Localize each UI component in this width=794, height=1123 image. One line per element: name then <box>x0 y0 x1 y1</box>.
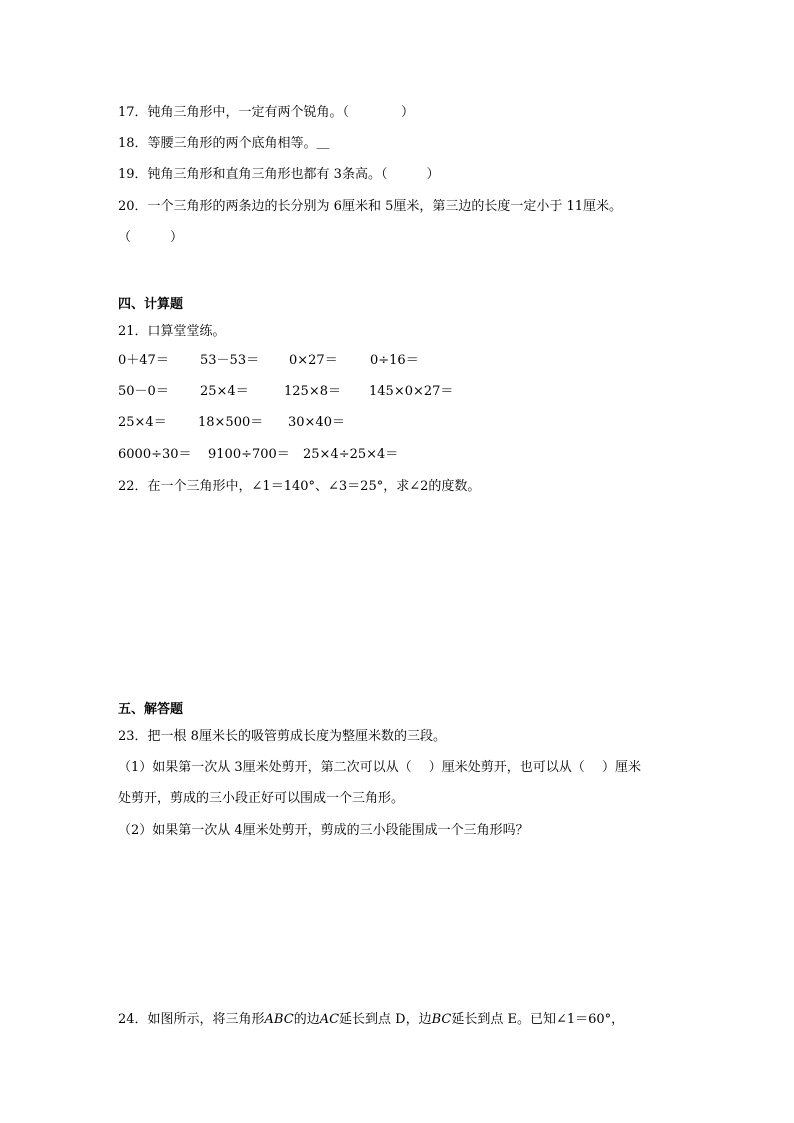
calc-item: 125×8＝ <box>284 384 341 399</box>
section-heading-answer: 五、解答题 <box>118 702 184 717</box>
question-23-part-1-line-1: （1）如果第一次从 3厘米处剪开，第二次可以从（ ）厘米处剪开，也可以从（ ）厘米 <box>118 760 641 775</box>
question-20-answer-paren: （ ） <box>118 230 184 245</box>
calc-row-2 <box>118 383 518 401</box>
question-24-text-a: 24．如图所示，将三角形 <box>118 1012 265 1027</box>
calc-item: 25×4＝ <box>118 415 167 430</box>
question-20: 20．一个三角形的两条边的长分别为 6厘米和 5厘米，第三边的长度一定小于 11厘米。 <box>118 199 623 214</box>
question-21: 21．口算堂堂练。 <box>118 324 226 339</box>
calc-item: 0÷16＝ <box>370 353 419 368</box>
question-23-part-1-line-2: 处剪开，剪成的三小段正好可以围成一个三角形。 <box>118 791 405 806</box>
question-23: 23．把一根 8厘米长的吸管剪成长度为整厘米数的三段。 <box>118 729 446 744</box>
calc-item: 0＋47＝ <box>118 353 169 368</box>
calc-item: 9100÷700＝ <box>208 447 290 462</box>
triangle-abc-label: ABC <box>264 1012 294 1027</box>
calc-row-4 <box>118 446 518 464</box>
calc-item: 50－0＝ <box>118 384 169 399</box>
section-heading-calculation: 四、计算题 <box>118 297 184 312</box>
calc-row-3 <box>118 414 518 432</box>
question-24-text-d: 延长到点 E。已知∠1＝60°， <box>451 1012 625 1027</box>
calc-item: 0×27＝ <box>289 353 338 368</box>
question-23-part-2: （2）如果第一次从 4厘米处剪开，剪成的三小段能围成一个三角形吗？ <box>118 823 529 838</box>
side-ac-label: AC <box>319 1012 340 1027</box>
calc-item: 18×500＝ <box>198 415 264 430</box>
calc-item: 25×4÷25×4＝ <box>303 447 399 462</box>
question-24 <box>118 1011 624 1029</box>
side-bc-label: BC <box>431 1012 452 1027</box>
question-24-text-b: 的边 <box>293 1012 320 1027</box>
question-17: 17．钝角三角形中，一定有两个锐角。（ ） <box>118 105 415 120</box>
calc-item: 30×40＝ <box>288 415 345 430</box>
calc-item: 6000÷30＝ <box>118 447 192 462</box>
calc-row-1 <box>118 352 518 370</box>
question-22: 22．在一个三角形中，∠1＝140°、∠3＝25°，求∠2的度数。 <box>118 479 481 494</box>
calc-item: 145×0×27＝ <box>369 384 454 399</box>
calc-item: 25×4＝ <box>200 384 249 399</box>
question-19: 19．钝角三角形和直角三角形也都有 3条高。（ ） <box>118 167 440 182</box>
question-18: 18．等腰三角形的两个底角相等。＿ <box>118 136 330 151</box>
calc-item: 53－53＝ <box>200 353 260 368</box>
question-24-text-c: 延长到点 D，边 <box>339 1012 432 1027</box>
